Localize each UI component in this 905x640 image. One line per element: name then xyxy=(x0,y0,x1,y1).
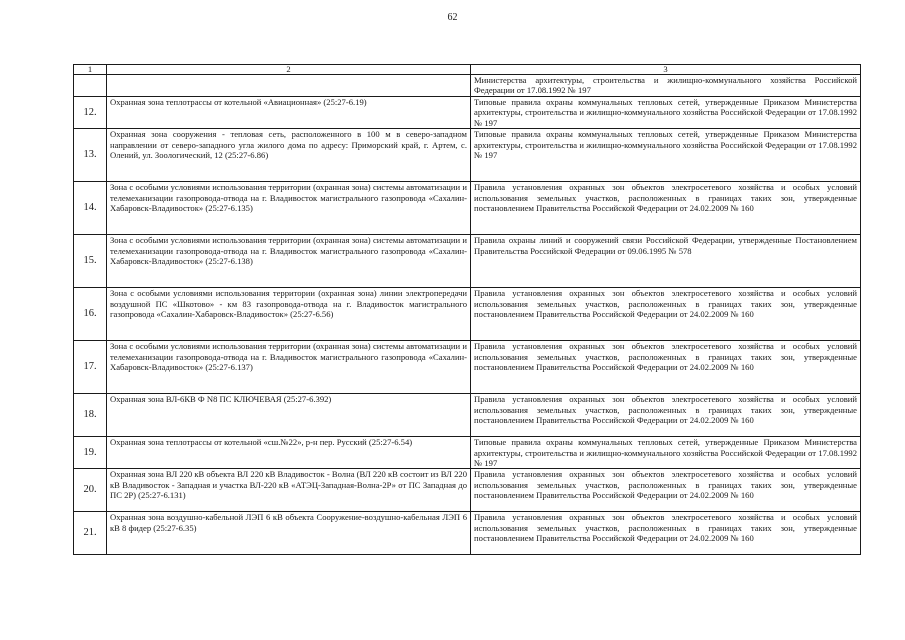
row-number: 17. xyxy=(74,341,107,394)
table-row xyxy=(74,512,861,555)
row-description: Зона с особыми условиями использования территории (охранная зона) системы автоматизации и телемеханизации газопровода-отвода на г. Владивосток магистрального газопровода «Сахалин-Хабаровск-Владивосток» (25:27-6.137) xyxy=(107,341,471,394)
row-number xyxy=(74,75,107,97)
row-regulation: Правила установления охранных зон объектов электросетевого хозяйства и особых условий использования земельных участков, расположенных в границах таких зон, утвержденные постановлением Правительства Российской Федерации от 24.02.2009 № 160 xyxy=(471,469,861,512)
row-number: 19. xyxy=(74,437,107,469)
row-description: Охранная зона теплотрассы от котельной «Авиационная» (25:27-6.19) xyxy=(107,97,471,129)
table-row xyxy=(74,394,861,437)
page-number: 62 xyxy=(447,12,458,23)
row-regulation: Правила установления охранных зон объектов электросетевого хозяйства и особых условий использования земельных участков, расположенных в границах таких зон, утвержденные постановлением Правительства Российской Федерации от 24.02.2009 № 160 xyxy=(471,394,861,437)
row-description: Охранная зона сооружения - тепловая сеть, расположенного в 100 м в северо-западном направлении от северо-западного угла жилого дома по адресу: Приморский край, г. Артем, с. Олений, ул. Зоологический, 12 (25:27-6.86) xyxy=(107,129,471,182)
row-regulation: Правила установления охранных зон объектов электросетевого хозяйства и особых условий использования земельных участков, расположенных в границах таких зон, утвержденные постановлением Правительства Российской Федерации от 24.02.2009 № 160 xyxy=(471,182,861,235)
row-number: 12. xyxy=(74,97,107,129)
row-regulation: Правила установления охранных зон объектов электросетевого хозяйства и особых условий использования земельных участков, расположенных в границах таких зон, утвержденные постановлением Правительства Российской Федерации от 24.02.2009 № 160 xyxy=(471,341,861,394)
header-col-2: 2 xyxy=(107,65,471,75)
table-row xyxy=(74,469,861,512)
row-regulation: Правила установления охранных зон объектов электросетевого хозяйства и особых условий использования земельных участков, расположенных в границах таких зон, утвержденные постановлением Правительства Российской Федерации от 24.02.2009 № 160 xyxy=(471,288,861,341)
table-row xyxy=(74,235,861,288)
row-regulation: Типовые правила охраны коммунальных тепловых сетей, утвержденные Приказом Министерства архитектуры, строительства и жилищно-коммунального хозяйства Российской Федерации от 17.08.1992 № 197 xyxy=(471,97,861,129)
row-number: 21. xyxy=(74,512,107,555)
row-regulation: Типовые правила охраны коммунальных тепловых сетей, утвержденные Приказом Министерства архитектуры, строительства и жилищно-коммунального хозяйства Российской Федерации от 17.08.1992 № 197 xyxy=(471,129,861,182)
table-row xyxy=(74,182,861,235)
table-row xyxy=(74,341,861,394)
row-regulation: Правила установления охранных зон объектов электросетевого хозяйства и особых условий использования земельных участков, расположенных в границах таких зон, утвержденные постановлением Правительства Российской Федерации от 24.02.2009 № 160 xyxy=(471,512,861,555)
row-description: Зона с особыми условиями использования территории (охранная зона) системы автоматизации и телемеханизации газопровода-отвода на г. Владивосток магистрального газопровода «Сахалин-Хабаровск-Владивосток» (25:27-6.135) xyxy=(107,182,471,235)
table-header-row xyxy=(74,65,861,75)
table-row xyxy=(74,97,861,129)
header-col-3: 3 xyxy=(471,65,861,75)
row-regulation: Министерства архитектуры, строительства и жилищно-коммунального хозяйства Российской Федерации от 17.08.1992 № 197 xyxy=(471,75,861,97)
table-row xyxy=(74,288,861,341)
regulations-table xyxy=(73,64,861,555)
row-number: 16. xyxy=(74,288,107,341)
row-regulation: Правила охраны линий и сооружений связи Российской Федерации, утвержденные Постановлением Правительства Российской Федерации от 09.06.1995 № 578 xyxy=(471,235,861,288)
row-description: Охранная зона теплотрассы от котельной «сш.№22», р-н пер. Русский (25:27-6.54) xyxy=(107,437,471,469)
row-number: 20. xyxy=(74,469,107,512)
row-description: Зона с особыми условиями использования территории (охранная зона) линии электропередачи воздушной ПС «Шкотово» - км 83 газопровода-отвода на г. Владивосток магистрального газопровода «Сахалин-Хабаровск-Владивосток» (25:27-6.56) xyxy=(107,288,471,341)
row-regulation: Типовые правила охраны коммунальных тепловых сетей, утвержденные Приказом Министерства архитектуры, строительства и жилищно-коммунального хозяйства Российской Федерации от 17.08.1992 № 197 xyxy=(471,437,861,469)
row-number: 15. xyxy=(74,235,107,288)
row-description xyxy=(107,75,471,97)
table-row xyxy=(74,437,861,469)
table-row xyxy=(74,129,861,182)
header-col-1: 1 xyxy=(74,65,107,75)
row-number: 13. xyxy=(74,129,107,182)
row-description: Зона с особыми условиями использования территории (охранная зона) системы автоматизации и телемеханизации газопровода-отвода на г. Владивосток магистрального газопровода «Сахалин-Хабаровск-Владивосток» (25:27-6.138) xyxy=(107,235,471,288)
table-row-continuation xyxy=(74,75,861,97)
row-description: Охранная зона ВЛ 220 кВ объекта ВЛ 220 кВ Владивосток - Волна (ВЛ 220 кВ состоит из ВЛ 220 кВ Владивосток - Западная и участка ВЛ-220 кВ «АТЭЦ-Западная-Волна-2Р» от ПС Западная до ПС 2Р) (25:27-6.131) xyxy=(107,469,471,512)
row-number: 18. xyxy=(74,394,107,437)
row-description: Охранная зона ВЛ-6КВ Ф N8 ПС КЛЮЧЕВАЯ (25:27-6.392) xyxy=(107,394,471,437)
row-description: Охранная зона воздушно-кабельной ЛЭП 6 кВ объекта Сооружение-воздушно-кабельная ЛЭП 6 кВ 8 фидер (25:27-6.35) xyxy=(107,512,471,555)
row-number: 14. xyxy=(74,182,107,235)
